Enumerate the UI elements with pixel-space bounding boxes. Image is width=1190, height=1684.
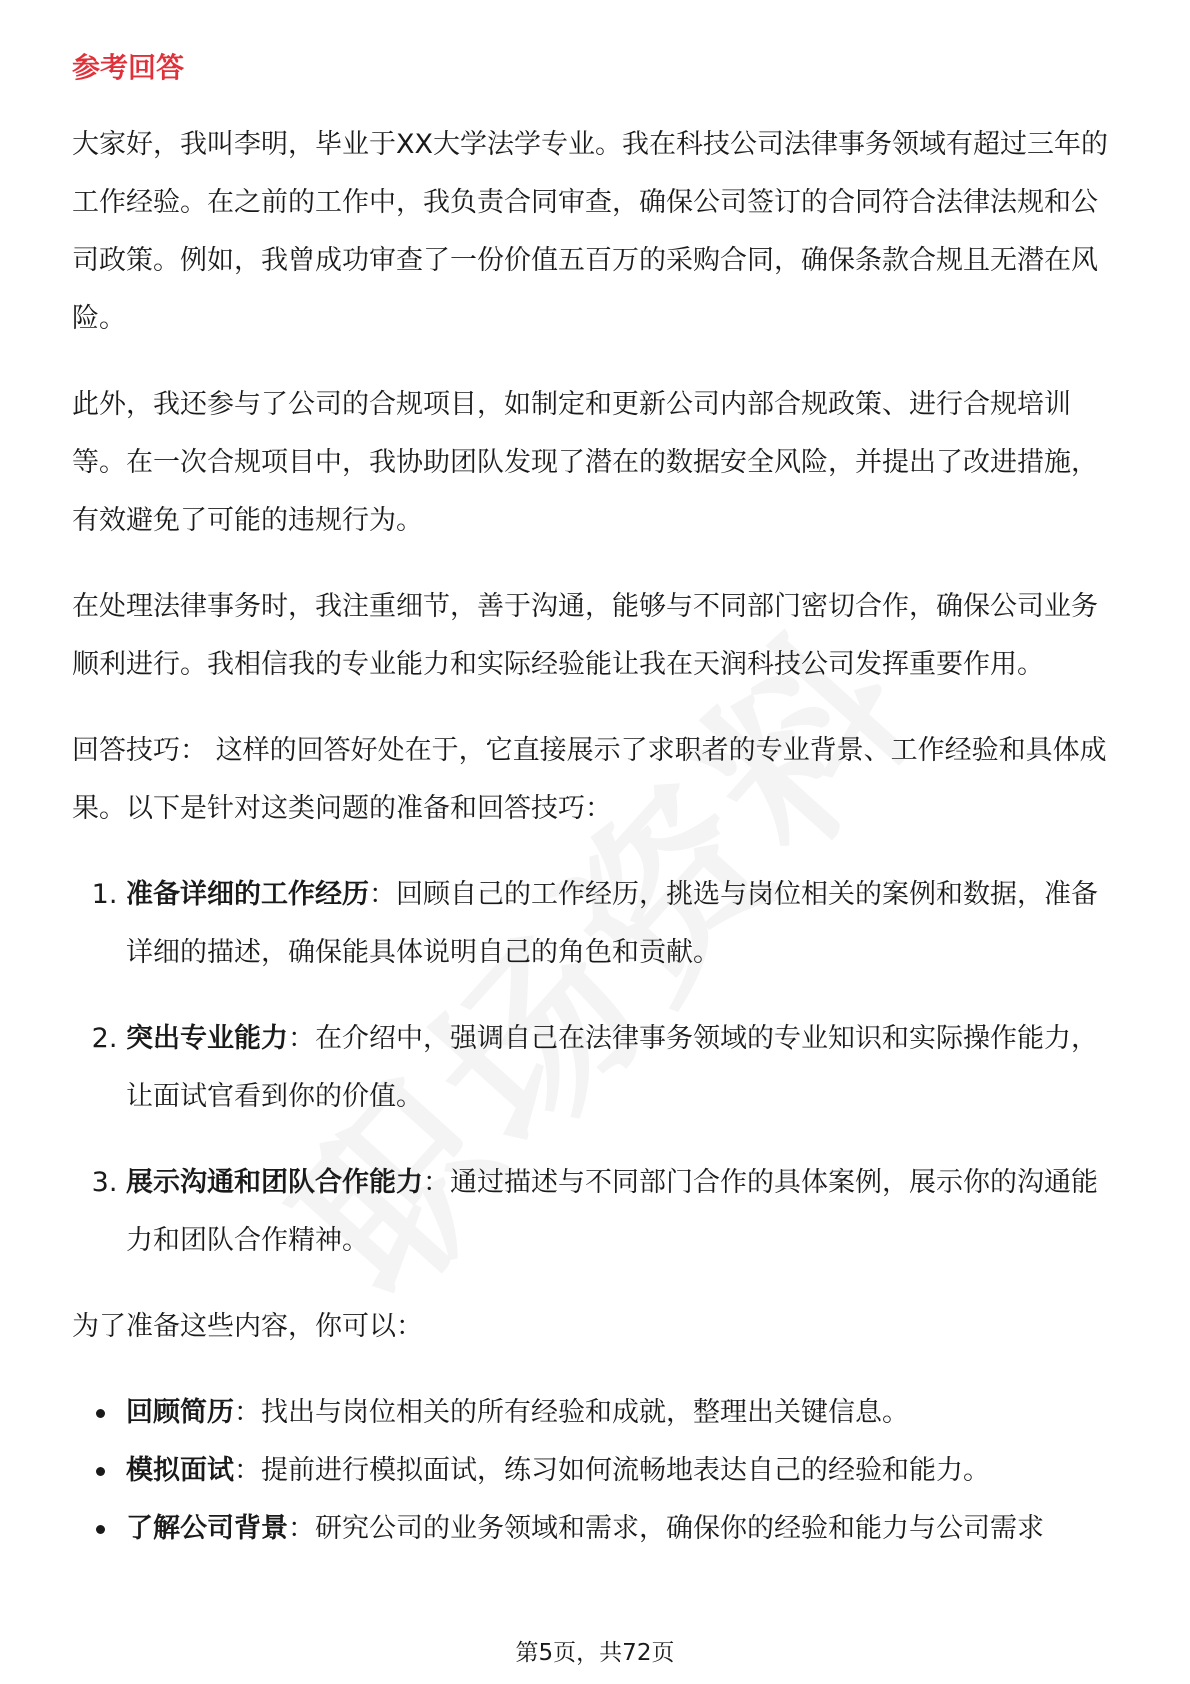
paragraph-prep-intro: 为了准备这些内容，你可以： [72,1311,423,1342]
list-item [126,1442,1122,1500]
paragraph-attitude: 在处理法律事务时，我注重细节，善于沟通，能够与不同部门密切合作，确保公司业务顺利进行。我相信我的专业能力和实际经验能让我在天润科技公司发挥重要作用。 [72,591,1098,680]
prep-title: 回顾简历 [126,1397,234,1428]
paragraph-tips-intro: 回答技巧： 这样的回答好处在于，它直接展示了求职者的专业背景、工作经验和具体成果。以下是针对这类问题的准备和回答技巧： [72,735,1107,824]
list-item [126,1010,1122,1126]
tip-text: ：通过描述与不同部门合作的具体案例，展示你的沟通能力和团队合作精神。 [126,1167,1098,1256]
tip-text: ：在介绍中，强调自己在法律事务领域的专业知识和实际操作能力，让面试官看到你的价值。 [126,1023,1098,1112]
tip-text: ：回顾自己的工作经历，挑选与岗位相关的案例和数据，准备详细的描述，确保能具体说明自己的角色和贡献。 [126,879,1098,968]
prep-text: ：找出与岗位相关的所有经验和成就，整理出关键信息。 [234,1397,909,1428]
section-heading: 参考回答 [72,51,185,84]
list-item [126,866,1122,982]
prep-title: 模拟面试 [126,1455,234,1486]
prep-title: 了解公司背景 [126,1513,288,1544]
list-item [126,1500,1122,1558]
paragraph-intro: 大家好，我叫李明，毕业于XX大学法学专业。我在科技公司法律事务领域有超过三年的工作经验。在之前的工作中，我负责合同审查，确保公司签订的合同符合法律法规和公司政策。例如，我曾成功审查了一份价值五百万的采购合同，确保条款合规且无潜在风险。 [72,129,1108,334]
list-item [126,1154,1122,1270]
tip-title: 展示沟通和团队合作能力 [126,1167,423,1198]
page-number: 第5页，共72页 [515,1640,675,1666]
list-item [126,1384,1122,1442]
answer-body [72,116,1122,1586]
prep-list [72,1384,1122,1558]
prep-text: ：提前进行模拟面试，练习如何流畅地表达自己的经验和能力。 [234,1455,990,1486]
paragraph-compliance: 此外，我还参与了公司的合规项目，如制定和更新公司内部合规政策、进行合规培训等。在一次合规项目中，我协助团队发现了潜在的数据安全风险，并提出了改进措施，有效避免了可能的违规行为。 [72,389,1098,536]
tips-list [72,866,1122,1270]
tip-title: 突出专业能力 [126,1023,288,1054]
tip-title: 准备详细的工作经历 [126,879,369,910]
prep-text: ：研究公司的业务领域和需求，确保你的经验和能力与公司需求 [288,1513,1044,1544]
